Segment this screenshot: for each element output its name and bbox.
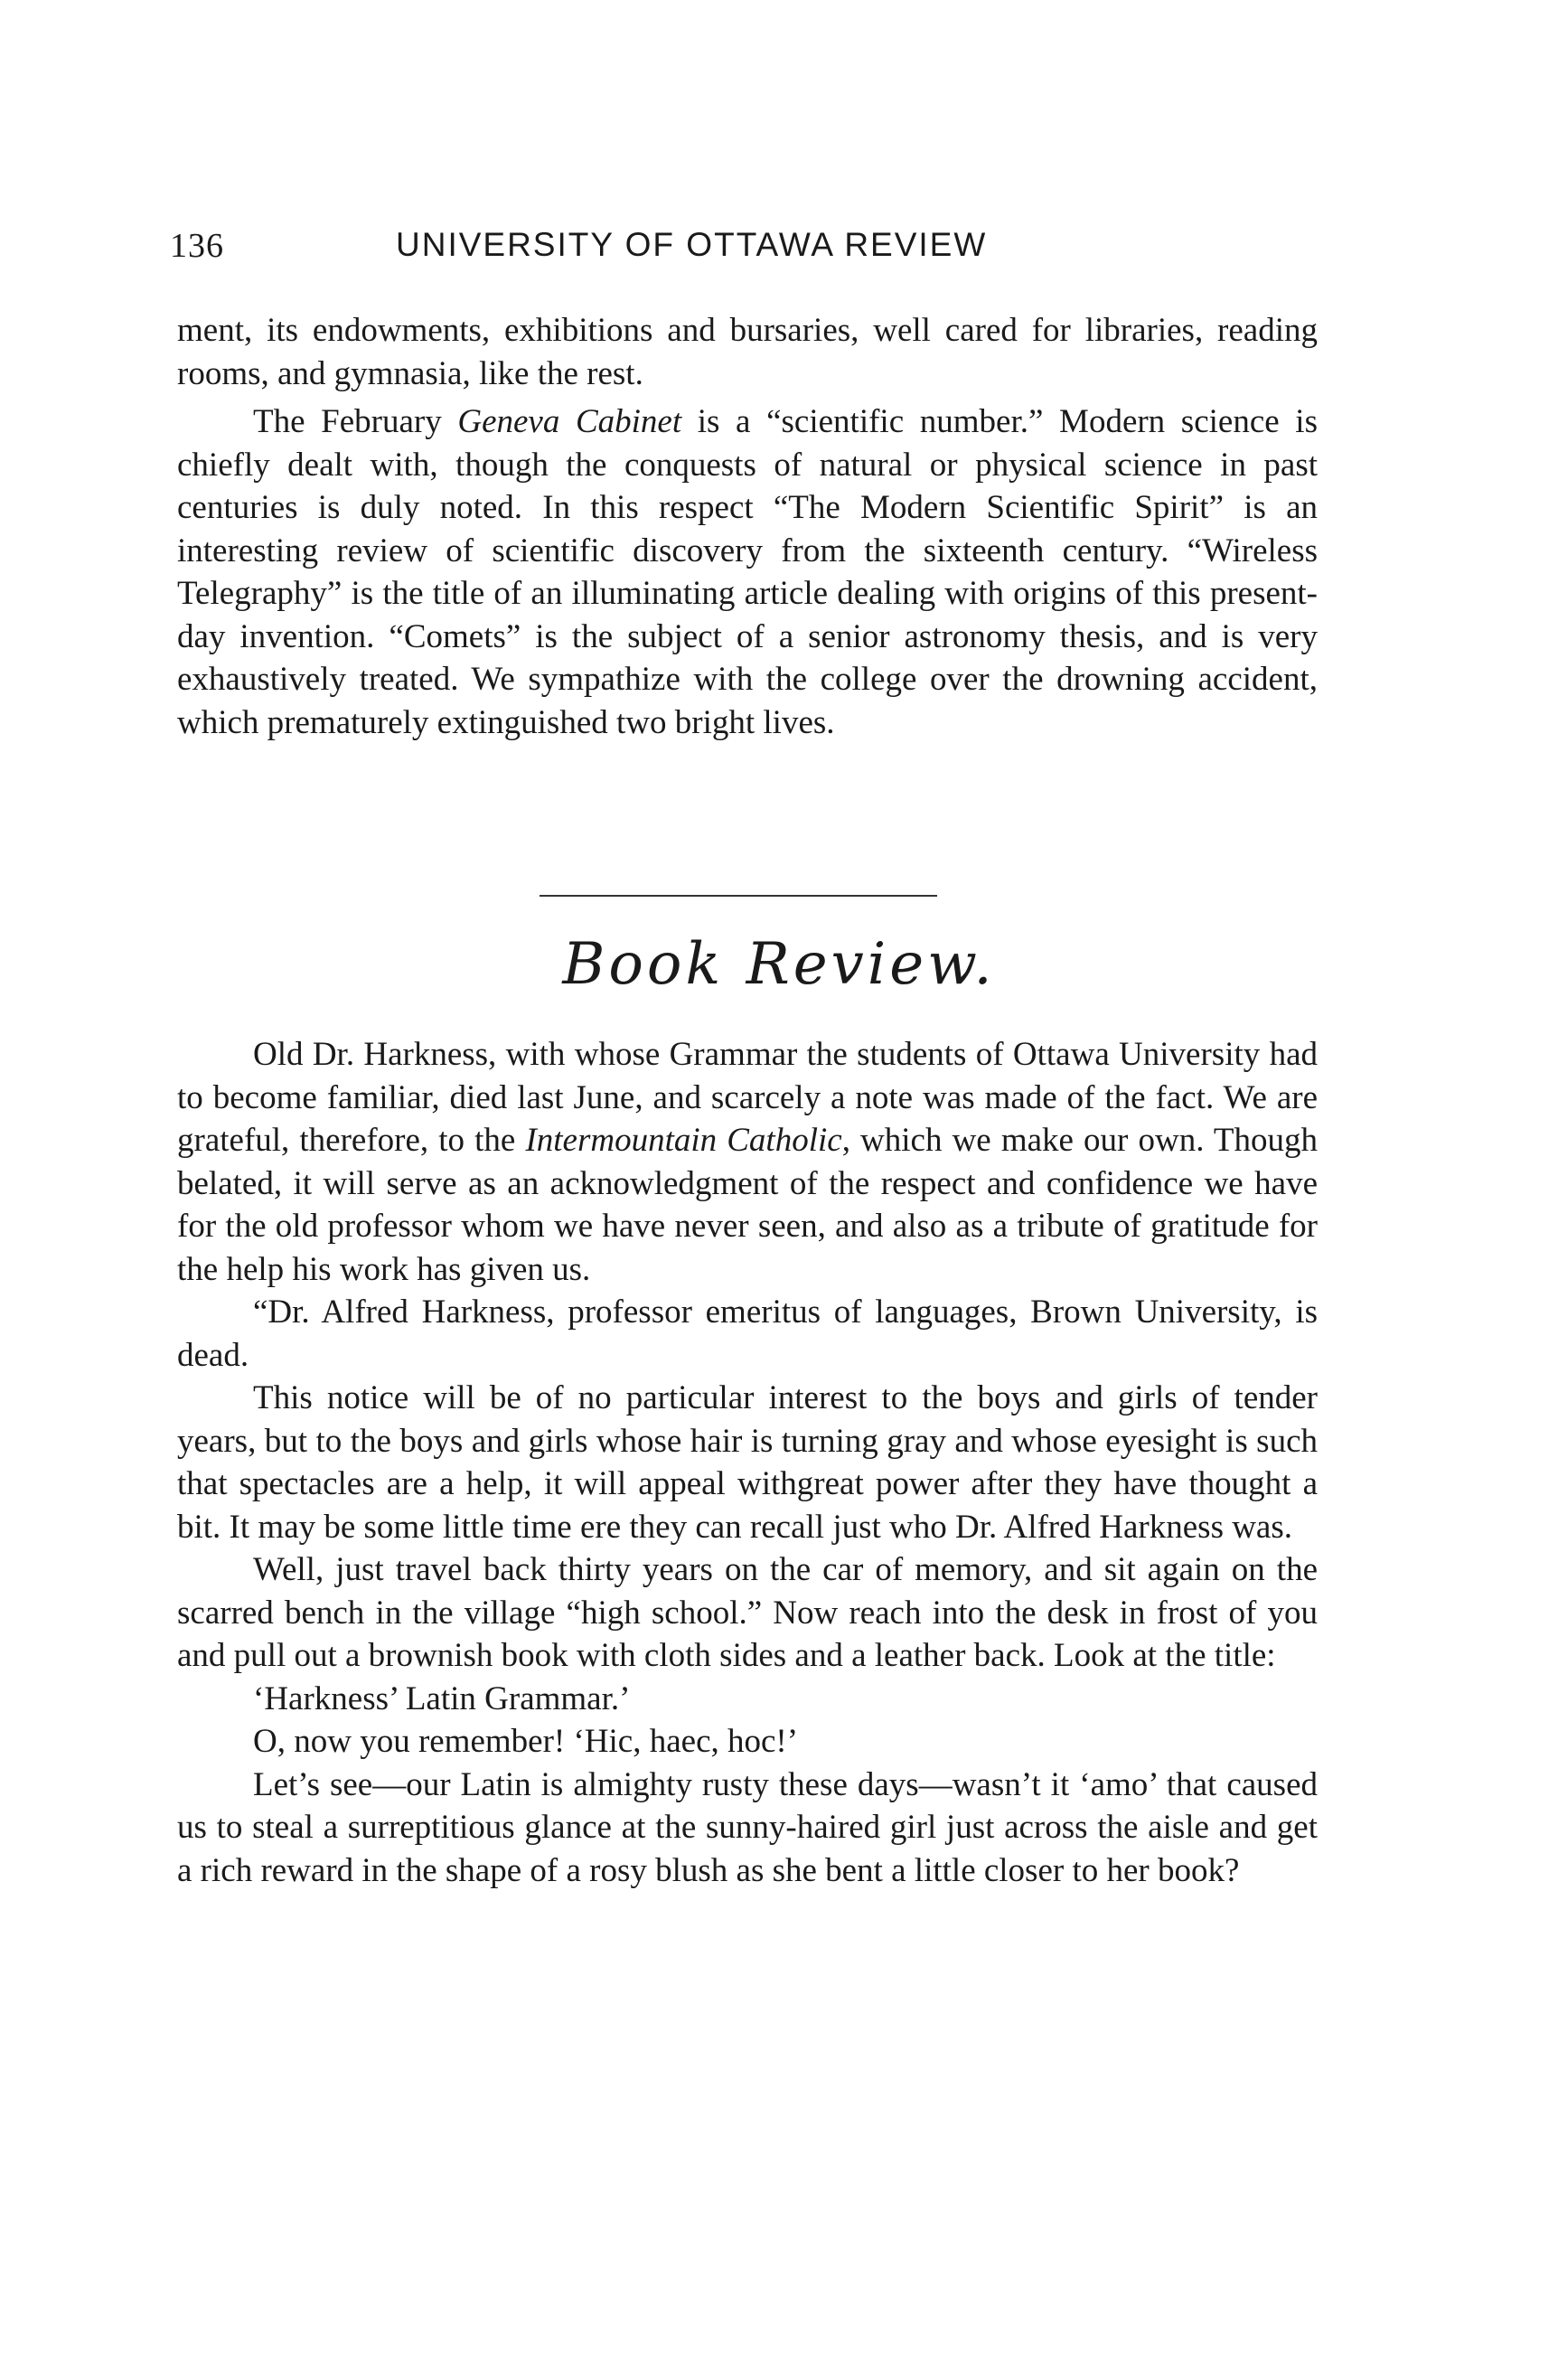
paragraph-text: O, now you remember! ‘Hic, haec, hoc!’ (253, 1723, 799, 1760)
paragraph-text: The February (253, 403, 458, 440)
paragraph-text: ‘Harkness’ Latin Grammar.’ (253, 1679, 631, 1717)
paragraph (177, 1377, 1318, 1548)
paragraph-text: is a “scientific number.” Modern science is chiefly dealt with, though the conquests of natural or physical science in past centuries is duly noted. In this respect “The Modern Scientific Spirit” is an interesting review of scientific discovery from the sixteenth century. “Wireless Telegraphy” is the title of an illuminating article dealing with origins of this present-day invention. “Comets” is the subject of a senior astronomy thesis, and is very exhaustively treated. We sympathize with the college over the drowning accident, which prematurely extinguished two bright lives. (177, 403, 1318, 741)
paragraph (177, 1678, 1318, 1721)
paragraph (177, 1033, 1318, 1291)
paragraph (177, 309, 1318, 395)
paragraph-text: Old Dr. Harkness, with whose Grammar the students of Ottawa University had to become familiar, died last June, and scarcely a note was made of the fact. We are grateful, therefore, to the (177, 1036, 1318, 1159)
paragraph-text: This notice will be of no particular interest to the boys and girls of tender years, but to the boys and girls whose hair is turning gray and whose eyesight is such that spectacles are a help, it will appeal withgreat power after they have thought a bit. It may be some little time ere they can recall just who Dr. Alfred Harkness was. (177, 1379, 1318, 1546)
paragraph-text: ment, its endowments, exhibitions and bursaries, well cared for libraries, reading rooms, and gymnasia, like the rest. (177, 312, 1318, 392)
paragraph (177, 1548, 1318, 1678)
journal-title: Geneva Cabinet (457, 403, 682, 440)
paragraph-text: “Dr. Alfred Harkness, professor emeritus of languages, Brown University, is dead. (177, 1293, 1318, 1374)
running-header (170, 226, 1110, 280)
paragraph (177, 1291, 1318, 1377)
section-divider (540, 895, 937, 897)
book-review-section (177, 1033, 1318, 1892)
paragraph (177, 1764, 1318, 1893)
running-title: UNIVERSITY OF OTTAWA REVIEW (396, 226, 988, 263)
paragraph-text: , which we make our own. Though belated, it will serve as an acknowledgment of the respect and confidence we have for the old professor whom we have never seen, and also as a tribute of gratitude for the help his work has given us. (177, 1122, 1318, 1288)
paragraph-text: Let’s see—our Latin is almighty rusty these days—wasn’t it ‘amo’ that caused us to steal a surreptitious glance at the sunny-haired girl just across the aisle and get a rich reward in the shape of a rosy blush as she bent a little closer to her book? (177, 1765, 1318, 1889)
exchanges-section (177, 309, 1318, 744)
page-number: 136 (170, 227, 224, 265)
journal-title: Intermountain Catholic (525, 1122, 842, 1159)
paragraph-text: Well, just travel back thirty years on the car of memory, and sit again on the scarred bench in the village “high school.” Now reach into the desk in frost of you and pull out a brownish book with cloth sides and a leather back. Look at the title: (177, 1551, 1318, 1674)
paragraph (177, 1720, 1318, 1764)
paragraph (177, 400, 1318, 744)
section-heading: Book Review. (562, 931, 996, 998)
